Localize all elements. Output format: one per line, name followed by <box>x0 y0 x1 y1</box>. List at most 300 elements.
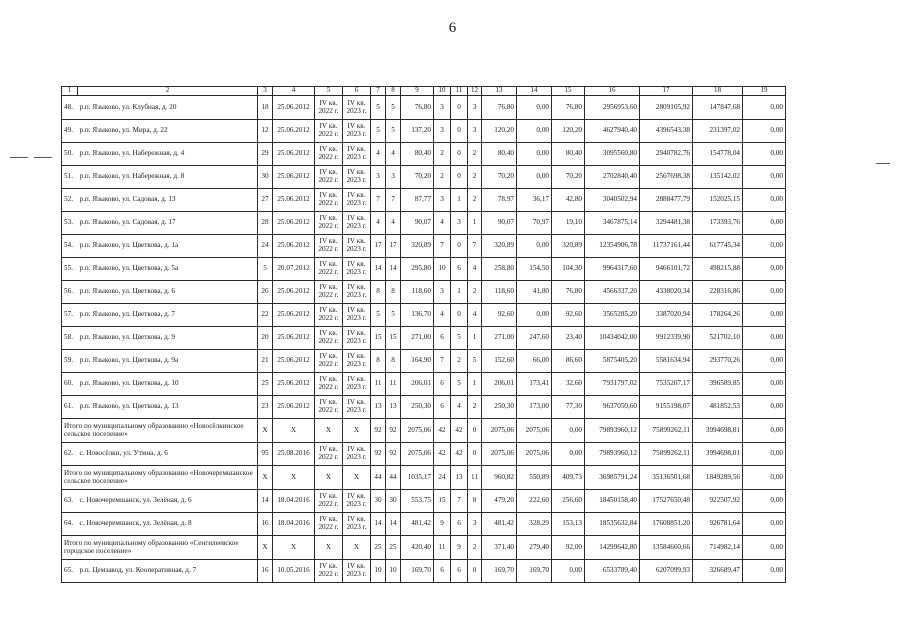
cell-c8: 15 <box>386 327 401 350</box>
cell-c8: 14 <box>386 513 401 536</box>
cell-start-quarter: IV кв. <box>319 329 338 338</box>
cell-c19: 0,00 <box>743 350 786 373</box>
cell-c19: 0,00 <box>743 304 786 327</box>
table-row <box>62 513 786 536</box>
cell-c17: 17527650,48 <box>640 490 693 513</box>
cell-c16: 2702840,40 <box>585 166 640 189</box>
house-address: р.п. Языково, ул. Садовая, д. 13 <box>78 189 258 212</box>
cell-c5: X <box>315 536 343 560</box>
cell-c7: 14 <box>371 258 386 281</box>
cell-c19: 0,00 <box>743 373 786 396</box>
table-row <box>62 96 786 120</box>
cell-c19: 0,00 <box>743 466 786 490</box>
cell-start <box>315 189 343 212</box>
cell-date: 25.06.2012 <box>273 143 315 166</box>
cell-end-quarter: IV кв. <box>347 398 366 407</box>
cell-c17: 2809105,92 <box>640 96 693 120</box>
cell-c3: 20 <box>258 327 273 350</box>
page-number: 6 <box>448 20 457 36</box>
cell-end-quarter: IV кв. <box>347 492 366 501</box>
cell-c13: 479,20 <box>482 490 517 513</box>
cell-end <box>343 513 371 536</box>
cell-c13: 250,30 <box>482 396 517 419</box>
cell-c8: 7 <box>386 189 401 212</box>
house-address: р.п. Языково, ул. Садовая, д. 17 <box>78 212 258 235</box>
cell-end-quarter: IV кв. <box>347 214 366 223</box>
cell-c7: 7 <box>371 189 386 212</box>
cell-c11: 5 <box>451 373 468 396</box>
cell-c9: 295,80 <box>401 258 434 281</box>
cell-end-year: 2023 г. <box>346 523 367 531</box>
cell-c14: 70,97 <box>517 212 552 235</box>
cell-c14: 41,80 <box>517 281 552 304</box>
cell-c12: 1 <box>468 373 482 396</box>
cell-start-quarter: IV кв. <box>319 352 338 361</box>
cell-c13: 78,97 <box>482 189 517 212</box>
cell-start <box>315 281 343 304</box>
house-address: р.п. Цемзавод, ул. Кооперативная, д. 7 <box>78 560 258 583</box>
cell-start-quarter: IV кв. <box>319 398 338 407</box>
row-number: 49. <box>62 120 78 143</box>
cell-c3: 27 <box>258 189 273 212</box>
cell-end-year: 2023 г. <box>346 500 367 508</box>
cell-c18: 173393,76 <box>693 212 743 235</box>
cell-c17: 17608851,20 <box>640 513 693 536</box>
cell-start-year: 2022 г. <box>318 153 339 161</box>
cell-c9: 206,01 <box>401 373 434 396</box>
cell-c13: 271,00 <box>482 327 517 350</box>
header-cell: 13 <box>482 87 517 96</box>
cell-c11: 2 <box>451 350 468 373</box>
cell-start-year: 2022 г. <box>318 383 339 391</box>
cell-date: 25.06.2012 <box>273 350 315 373</box>
table-row <box>62 490 786 513</box>
cell-c19: 0,00 <box>743 419 786 443</box>
cell-c13: 169,70 <box>482 560 517 583</box>
cell-date: 10.05.2016 <box>273 560 315 583</box>
cell-c18: 922507,92 <box>693 490 743 513</box>
cell-c16: 3565285,20 <box>585 304 640 327</box>
cell-c16: 36985791,24 <box>585 466 640 490</box>
cell-c15: 42,80 <box>552 189 585 212</box>
header-cell: 14 <box>517 87 552 96</box>
house-address: р.п. Языково, ул. Набережная, д. 8 <box>78 166 258 189</box>
cell-c16: 6533789,40 <box>585 560 640 583</box>
header-cell: 3 <box>258 87 273 96</box>
header-cell: 5 <box>315 87 343 96</box>
cell-date: 18.04.2016 <box>273 490 315 513</box>
cell-end-quarter: IV кв. <box>347 283 366 292</box>
cell-end-year: 2023 г. <box>346 130 367 138</box>
row-number: 65. <box>62 560 78 583</box>
cell-c19: 0,00 <box>743 490 786 513</box>
cell-c19: 0,00 <box>743 235 786 258</box>
cell-start <box>315 143 343 166</box>
cell-c17: 75899262,11 <box>640 419 693 443</box>
header-cell: 4 <box>273 87 315 96</box>
cell-c7: 4 <box>371 143 386 166</box>
cell-c15: 0,00 <box>552 443 585 466</box>
cell-c17: 9912339,90 <box>640 327 693 350</box>
cell-c9: 2075,06 <box>401 419 434 443</box>
cell-c10: 2 <box>434 166 451 189</box>
row-number: 56. <box>62 281 78 304</box>
cell-c4: X <box>273 536 315 560</box>
cell-c18: 152025,15 <box>693 189 743 212</box>
cell-c14: 0,00 <box>517 120 552 143</box>
cell-c18: 481852,53 <box>693 396 743 419</box>
cell-c19: 0,00 <box>743 281 786 304</box>
cell-c7: 11 <box>371 373 386 396</box>
cell-c10: 11 <box>434 536 451 560</box>
cell-c14: 0,00 <box>517 96 552 120</box>
cell-start-year: 2022 г. <box>318 500 339 508</box>
cell-c18: 396589,85 <box>693 373 743 396</box>
cell-start <box>315 304 343 327</box>
house-address: р.п. Языково, ул. Цветкова, д. 7 <box>78 304 258 327</box>
cell-end <box>343 96 371 120</box>
table-row <box>62 327 786 350</box>
cell-start-year: 2022 г. <box>318 176 339 184</box>
cell-start-quarter: IV кв. <box>319 191 338 200</box>
cell-c17: 2940782,76 <box>640 143 693 166</box>
cell-start <box>315 560 343 583</box>
house-address: с. Новосёлки, ул. Утмна, д. 6 <box>78 443 258 466</box>
cell-c13: 152,60 <box>482 350 517 373</box>
cell-c8: 17 <box>386 235 401 258</box>
cell-c10: 3 <box>434 189 451 212</box>
cell-c8: 3 <box>386 166 401 189</box>
cell-c16: 3040502,94 <box>585 189 640 212</box>
cell-end <box>343 166 371 189</box>
cell-c16: 3467875,14 <box>585 212 640 235</box>
cell-c13: 960,82 <box>482 466 517 490</box>
cell-start-year: 2022 г. <box>318 523 339 531</box>
cell-end-quarter: IV кв. <box>347 260 366 269</box>
cell-c9: 137,20 <box>401 120 434 143</box>
cell-c17: 4338020,34 <box>640 281 693 304</box>
cell-start-quarter: IV кв. <box>319 260 338 269</box>
cell-c8: 10 <box>386 560 401 583</box>
cell-c15: 409,73 <box>552 466 585 490</box>
cell-start <box>315 120 343 143</box>
cell-c17: 9155198,07 <box>640 396 693 419</box>
cell-c11: 42 <box>451 419 468 443</box>
cell-start <box>315 350 343 373</box>
house-address: р.п. Языково, ул. Цветкова, д. 5а <box>78 258 258 281</box>
table-row <box>62 212 786 235</box>
cell-c19: 0,00 <box>743 143 786 166</box>
cell-start <box>315 212 343 235</box>
cell-c14: 2075,06 <box>517 419 552 443</box>
cell-c3: 12 <box>258 120 273 143</box>
cell-end-year: 2023 г. <box>346 314 367 322</box>
cell-c10: 2 <box>434 143 451 166</box>
cell-c3: X <box>258 419 273 443</box>
cell-end-quarter: IV кв. <box>347 237 366 246</box>
cell-c3: 95 <box>258 443 273 466</box>
cell-c12: 2 <box>468 189 482 212</box>
cell-c9: 169,70 <box>401 560 434 583</box>
header-cell: 7 <box>371 87 386 96</box>
house-address: с. Новочеремшанск, ул. Зелёная, д. 8 <box>78 513 258 536</box>
cell-start-year: 2022 г. <box>318 360 339 368</box>
cell-date: 25.06.2012 <box>273 281 315 304</box>
cell-c15: 256,60 <box>552 490 585 513</box>
cell-c16: 7931797,02 <box>585 373 640 396</box>
cell-c13: 76,80 <box>482 96 517 120</box>
cell-c3: 23 <box>258 396 273 419</box>
table-row <box>62 235 786 258</box>
header-cell: 1 <box>62 87 78 96</box>
cell-c13: 80,40 <box>482 143 517 166</box>
table-row <box>62 350 786 373</box>
cell-start-quarter: IV кв. <box>319 214 338 223</box>
cell-c11: 0 <box>451 304 468 327</box>
cell-c9: 87,77 <box>401 189 434 212</box>
cell-c16: 79893960,12 <box>585 443 640 466</box>
cell-c11: 0 <box>451 143 468 166</box>
cell-c19: 0,00 <box>743 120 786 143</box>
cell-end-quarter: IV кв. <box>347 122 366 131</box>
cell-end <box>343 327 371 350</box>
cell-c10: 6 <box>434 373 451 396</box>
cell-end-year: 2023 г. <box>346 176 367 184</box>
row-number: 64. <box>62 513 78 536</box>
cell-date: 18.04.2016 <box>273 513 315 536</box>
row-number: 57. <box>62 304 78 327</box>
cell-end-year: 2023 г. <box>346 245 367 253</box>
header-cell: 16 <box>585 87 640 96</box>
cell-start-quarter: IV кв. <box>319 375 338 384</box>
subtotal-row <box>62 466 786 490</box>
cell-end-year: 2023 г. <box>346 383 367 391</box>
cell-c7: 13 <box>371 396 386 419</box>
cell-c12: 2 <box>468 536 482 560</box>
cell-c17: 9466101,72 <box>640 258 693 281</box>
cell-end-year: 2023 г. <box>346 406 367 414</box>
cell-c8: 4 <box>386 143 401 166</box>
cell-c10: 6 <box>434 327 451 350</box>
cell-c3: X <box>258 536 273 560</box>
cell-c18: 154778,04 <box>693 143 743 166</box>
table-row <box>62 189 786 212</box>
cell-end-quarter: IV кв. <box>347 168 366 177</box>
table-row <box>62 143 786 166</box>
cell-c12: 5 <box>468 350 482 373</box>
cell-c3: 22 <box>258 304 273 327</box>
cell-c10: 6 <box>434 560 451 583</box>
cell-c14: 36,17 <box>517 189 552 212</box>
cell-c17: 4396543,38 <box>640 120 693 143</box>
cell-c18: 293770,26 <box>693 350 743 373</box>
cell-c19: 0,00 <box>743 536 786 560</box>
cell-c9: 553,75 <box>401 490 434 513</box>
row-number: 50. <box>62 143 78 166</box>
cell-c12: 0 <box>468 419 482 443</box>
cell-c7: 5 <box>371 96 386 120</box>
cell-c9: 2075,06 <box>401 443 434 466</box>
cell-c8: 8 <box>386 350 401 373</box>
cell-c11: 1 <box>451 189 468 212</box>
cell-date: 25.06.2012 <box>273 96 315 120</box>
cell-c12: 3 <box>468 120 482 143</box>
cell-c11: 5 <box>451 327 468 350</box>
cell-c13: 120,20 <box>482 120 517 143</box>
cell-c15: 77,30 <box>552 396 585 419</box>
header-cell: 11 <box>451 87 468 96</box>
cell-c19: 0,00 <box>743 443 786 466</box>
cell-c9: 481,42 <box>401 513 434 536</box>
cell-c15: 70,20 <box>552 166 585 189</box>
header-cell: 17 <box>640 87 693 96</box>
cell-c18: 231397,02 <box>693 120 743 143</box>
cell-c17: 7535207,17 <box>640 373 693 396</box>
cell-c10: 15 <box>434 490 451 513</box>
cell-c19: 0,00 <box>743 396 786 419</box>
cell-c18: 326689,47 <box>693 560 743 583</box>
cell-c16: 10434042,00 <box>585 327 640 350</box>
cell-c18: 498215,88 <box>693 258 743 281</box>
house-address: р.п. Языково, ул. Клубная, д. 20 <box>78 96 258 120</box>
cell-c14: 0,00 <box>517 143 552 166</box>
cell-c12: 4 <box>468 258 482 281</box>
cell-c10: 3 <box>434 120 451 143</box>
cell-start-year: 2022 г. <box>318 106 339 115</box>
cell-start-year: 2022 г. <box>318 268 339 276</box>
cell-c11: 0 <box>451 235 468 258</box>
table-row <box>62 560 786 583</box>
cell-start-quarter: IV кв. <box>319 306 338 315</box>
cell-c15: 320,89 <box>552 235 585 258</box>
cell-c3: 21 <box>258 350 273 373</box>
cell-c3: 14 <box>258 490 273 513</box>
cell-c15: 153,13 <box>552 513 585 536</box>
cell-c17: 3387020,94 <box>640 304 693 327</box>
cell-date: 25.06.2012 <box>273 189 315 212</box>
cell-c17: 13584660,66 <box>640 536 693 560</box>
cell-c17: 3294481,38 <box>640 212 693 235</box>
cell-c11: 0 <box>451 120 468 143</box>
house-address: р.п. Языково, ул. Цветкова, д. 9 <box>78 327 258 350</box>
cell-date: 25.06.2012 <box>273 166 315 189</box>
cell-c13: 70,20 <box>482 166 517 189</box>
cell-c11: 0 <box>451 166 468 189</box>
house-address: с. Новочеремшанск, ул. Зелёная, д. 6 <box>78 490 258 513</box>
cell-c16: 18450158,40 <box>585 490 640 513</box>
cell-c10: 3 <box>434 96 451 120</box>
cell-c8: 30 <box>386 490 401 513</box>
cell-end-year: 2023 г. <box>346 153 367 161</box>
subtotal-row <box>62 419 786 443</box>
header-cell: 8 <box>386 87 401 96</box>
cell-c18: 3994698,01 <box>693 419 743 443</box>
house-address: р.п. Языково, ул. Цветкова, д. 10 <box>78 373 258 396</box>
cell-c12: 0 <box>468 443 482 466</box>
row-number: 58. <box>62 327 78 350</box>
cell-c9: 271,00 <box>401 327 434 350</box>
row-number: 48. <box>62 96 78 120</box>
cell-c8: 44 <box>386 466 401 490</box>
cell-c7: 5 <box>371 120 386 143</box>
cell-c16: 4566337,20 <box>585 281 640 304</box>
housing-program-table <box>61 86 786 583</box>
cell-c14: 173,41 <box>517 373 552 396</box>
cell-end-quarter: IV кв. <box>347 352 366 361</box>
cell-end <box>343 560 371 583</box>
cell-c12: 2 <box>468 166 482 189</box>
cell-c18: 521702,10 <box>693 327 743 350</box>
cell-c14: 173,00 <box>517 396 552 419</box>
cell-c8: 92 <box>386 443 401 466</box>
header-cell: 15 <box>552 87 585 96</box>
cell-c12: 2 <box>468 281 482 304</box>
house-address: р.п. Языково, ул. Цветкова, д. 1а <box>78 235 258 258</box>
cell-c16: 9637050,60 <box>585 396 640 419</box>
house-address: р.п. Языково, ул. Цветкова, д. 9а <box>78 350 258 373</box>
cell-start <box>315 513 343 536</box>
header-cell: 18 <box>693 87 743 96</box>
cell-c16: 12354906,78 <box>585 235 640 258</box>
cell-start-quarter: IV кв. <box>319 515 338 524</box>
row-number: 53. <box>62 212 78 235</box>
cell-end-year: 2023 г. <box>346 360 367 368</box>
cell-c7: 10 <box>371 560 386 583</box>
row-number: 59. <box>62 350 78 373</box>
cell-end <box>343 258 371 281</box>
cell-start-year: 2022 г. <box>318 314 339 322</box>
cell-c9: 90,07 <box>401 212 434 235</box>
cell-date: 25.06.2012 <box>273 304 315 327</box>
cell-c14: 2075,06 <box>517 443 552 466</box>
margin-mark <box>10 157 28 158</box>
cell-c3: 30 <box>258 166 273 189</box>
cell-end <box>343 350 371 373</box>
cell-c13: 90,07 <box>482 212 517 235</box>
row-number: 62. <box>62 443 78 466</box>
cell-c14: 328,29 <box>517 513 552 536</box>
subtotal-row <box>62 536 786 560</box>
cell-c3: 16 <box>258 560 273 583</box>
house-address: р.п. Языково, ул. Мира, д. 22 <box>78 120 258 143</box>
house-address: р.п. Языково, ул. Цветкова, д. 6 <box>78 281 258 304</box>
margin-mark <box>34 157 52 158</box>
cell-c12: 1 <box>468 327 482 350</box>
cell-c18: 926781,64 <box>693 513 743 536</box>
cell-c12: 2 <box>468 143 482 166</box>
cell-c11: 6 <box>451 513 468 536</box>
cell-c16: 2956953,60 <box>585 96 640 120</box>
row-number: 52. <box>62 189 78 212</box>
cell-c19: 0,00 <box>743 513 786 536</box>
cell-c12: 8 <box>468 490 482 513</box>
cell-c3: 26 <box>258 281 273 304</box>
cell-c16: 18535632,84 <box>585 513 640 536</box>
cell-c13: 258,80 <box>482 258 517 281</box>
cell-end-quarter: IV кв. <box>347 191 366 200</box>
cell-end <box>343 212 371 235</box>
cell-c11: 9 <box>451 536 468 560</box>
cell-start <box>315 235 343 258</box>
cell-c18: 178264,26 <box>693 304 743 327</box>
cell-c8: 11 <box>386 373 401 396</box>
house-address: р.п. Языково, ул. Набережная, д. 4 <box>78 143 258 166</box>
header-cell: 10 <box>434 87 451 96</box>
cell-c14: 154,50 <box>517 258 552 281</box>
cell-c3: 18 <box>258 96 273 120</box>
cell-end-year: 2023 г. <box>346 199 367 207</box>
cell-c6: X <box>343 536 371 560</box>
